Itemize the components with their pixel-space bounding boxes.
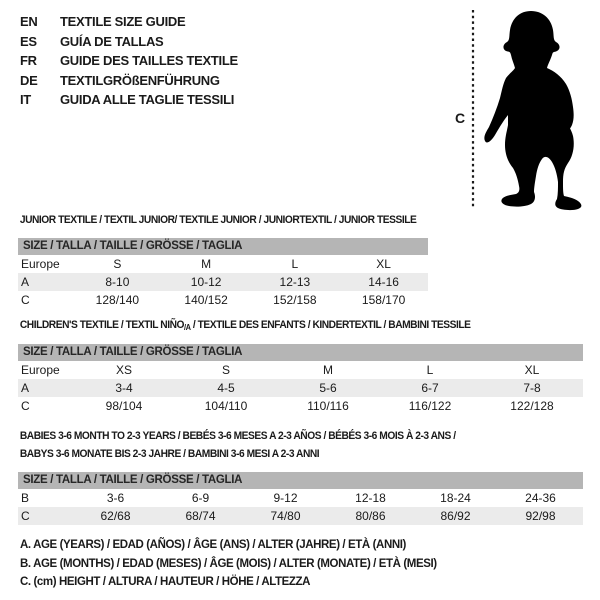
language-row-en — [20, 12, 238, 32]
language-row-de — [20, 71, 238, 91]
size-cell: 6-9 — [191, 491, 210, 505]
footnote-a: A. AGE (YEARS) / EDAD (AÑOS) / ÂGE (ANS) / ALTER (JAHRE) / ETÀ (ANNI) — [20, 539, 406, 551]
size-cell: 74/80 — [270, 509, 301, 523]
language-code: FR — [20, 53, 37, 69]
size-cell: 140/152 — [184, 293, 228, 307]
table-row — [18, 379, 583, 397]
language-row-fr — [20, 51, 238, 71]
height-measure-label: C — [455, 110, 466, 126]
size-cell: 14-16 — [368, 275, 399, 289]
size-cell: 3-6 — [106, 491, 125, 505]
size-cell: S — [113, 257, 122, 271]
table-title-text: / TEXTILE DES ENFANTS / KINDERTEXTIL / BAMBINI TESSILE — [190, 319, 471, 331]
row-label: Europe — [21, 257, 60, 271]
size-cell: 5-6 — [319, 381, 337, 395]
footnote-b: B. AGE (MONTHS) / EDAD (MESES) / ÂGE (MOIS) / ALTER (MONATE) / ETÀ (MESI) — [20, 557, 437, 570]
row-label: C — [21, 293, 30, 307]
size-cell: S — [221, 363, 230, 377]
size-cell: 152/158 — [273, 293, 317, 307]
table-title: JUNIOR TEXTILE / TEXTIL JUNIOR/ TEXTILE JUNIOR / JUNIORTEXTIL / JUNIOR TESSILE — [19, 214, 417, 226]
table-title — [18, 319, 543, 332]
size-cell: 10-12 — [190, 275, 222, 289]
size-cell: 68/74 — [185, 509, 216, 523]
size-cell: 4-5 — [217, 381, 235, 395]
size-cell: 3-4 — [115, 381, 133, 395]
size-figure — [446, 4, 596, 214]
row-label: Europe — [21, 363, 60, 377]
size-cell: L — [426, 363, 434, 377]
table-row — [18, 273, 428, 291]
language-title: GUÍA DE TALLAS — [60, 33, 164, 49]
size-cell: 9-12 — [273, 491, 298, 505]
table-row — [18, 291, 428, 309]
size-cell: 116/122 — [408, 399, 452, 413]
toddler-silhouette — [484, 11, 581, 210]
language-code: ES — [20, 33, 37, 49]
size-header-bar: SIZE / TALLA / TAILLE / GRÖSSE / TAGLIA — [18, 472, 583, 489]
language-row-it — [20, 90, 238, 110]
size-cell: 18-24 — [440, 491, 471, 505]
size-cell: 98/104 — [105, 399, 143, 413]
table-title: BABIES 3-6 MONTH TO 2-3 YEARS / BEBÉS 3-6 MESES A 2-3 AÑOS / BÉBÉS 3-6 MOIS À 2-3 ANS / — [19, 430, 456, 442]
language-code: DE — [20, 72, 38, 88]
size-header-bar: SIZE / TALLA / TAILLE / GRÖSSE / TAGLIA — [18, 238, 428, 255]
footnotes — [20, 536, 437, 592]
size-cell: 7-8 — [523, 381, 541, 395]
language-code: EN — [20, 14, 38, 30]
row-label: C — [21, 399, 30, 413]
row-label: C — [21, 509, 30, 523]
size-cell: 86/92 — [440, 509, 471, 523]
size-cell: 12-13 — [279, 275, 311, 289]
size-cell: 104/110 — [204, 399, 248, 413]
babies-textile-table — [18, 427, 583, 525]
size-cell: 110/116 — [307, 399, 349, 413]
language-title: TEXTILGRÖßENFÜHRUNG — [60, 72, 220, 88]
table-row — [18, 255, 428, 273]
size-cell: 128/140 — [95, 293, 140, 307]
size-cell: 8-10 — [105, 275, 130, 289]
junior-textile-table — [18, 214, 428, 309]
row-label: B — [21, 491, 30, 505]
table-title-line2: BABYS 3-6 MONATE BIS 2-3 JAHRE / BAMBINI 3-6 MESI A 2-3 ANNI — [19, 448, 320, 460]
childrens-textile-table — [18, 319, 583, 415]
size-cell: XL — [524, 363, 540, 377]
language-title: GUIDA ALLE TAGLIE TESSILI — [60, 92, 235, 108]
size-cell: M — [201, 257, 212, 271]
table-row — [18, 489, 583, 507]
footnote-c: C. (cm) HEIGHT / ALTURA / HAUTEUR / HÖHE / ALTEZZA — [20, 576, 311, 588]
size-header-bar: SIZE / TALLA / TAILLE / GRÖSSE / TAGLIA — [18, 344, 583, 361]
size-cell: 122/128 — [510, 399, 554, 413]
size-cell: XL — [376, 257, 391, 271]
size-cell: 80/86 — [355, 509, 386, 523]
row-label: A — [21, 381, 30, 395]
table-title-text: CHILDREN'S TEXTILE / TEXTIL NIÑO — [19, 319, 184, 331]
language-header — [20, 12, 238, 110]
language-code: IT — [20, 92, 31, 108]
size-cell: L — [291, 257, 299, 271]
size-cell: 12-18 — [355, 491, 386, 505]
size-cell: XS — [115, 363, 132, 377]
row-label: A — [21, 275, 30, 289]
size-cell: 6-7 — [421, 381, 439, 395]
size-cell: 158/170 — [361, 293, 406, 307]
size-cell: 62/68 — [100, 509, 131, 523]
table-title-subscript: /A — [183, 323, 191, 332]
table-row — [18, 507, 583, 525]
table-row — [18, 361, 583, 379]
size-cell: M — [323, 363, 333, 377]
size-cell: 24-36 — [525, 491, 556, 505]
language-title: TEXTILE SIZE GUIDE — [60, 14, 186, 30]
language-title: GUIDE DES TAILLES TEXTILE — [60, 53, 238, 69]
language-row-es — [20, 32, 238, 52]
size-cell: 92/98 — [525, 509, 556, 523]
table-row — [18, 397, 583, 415]
